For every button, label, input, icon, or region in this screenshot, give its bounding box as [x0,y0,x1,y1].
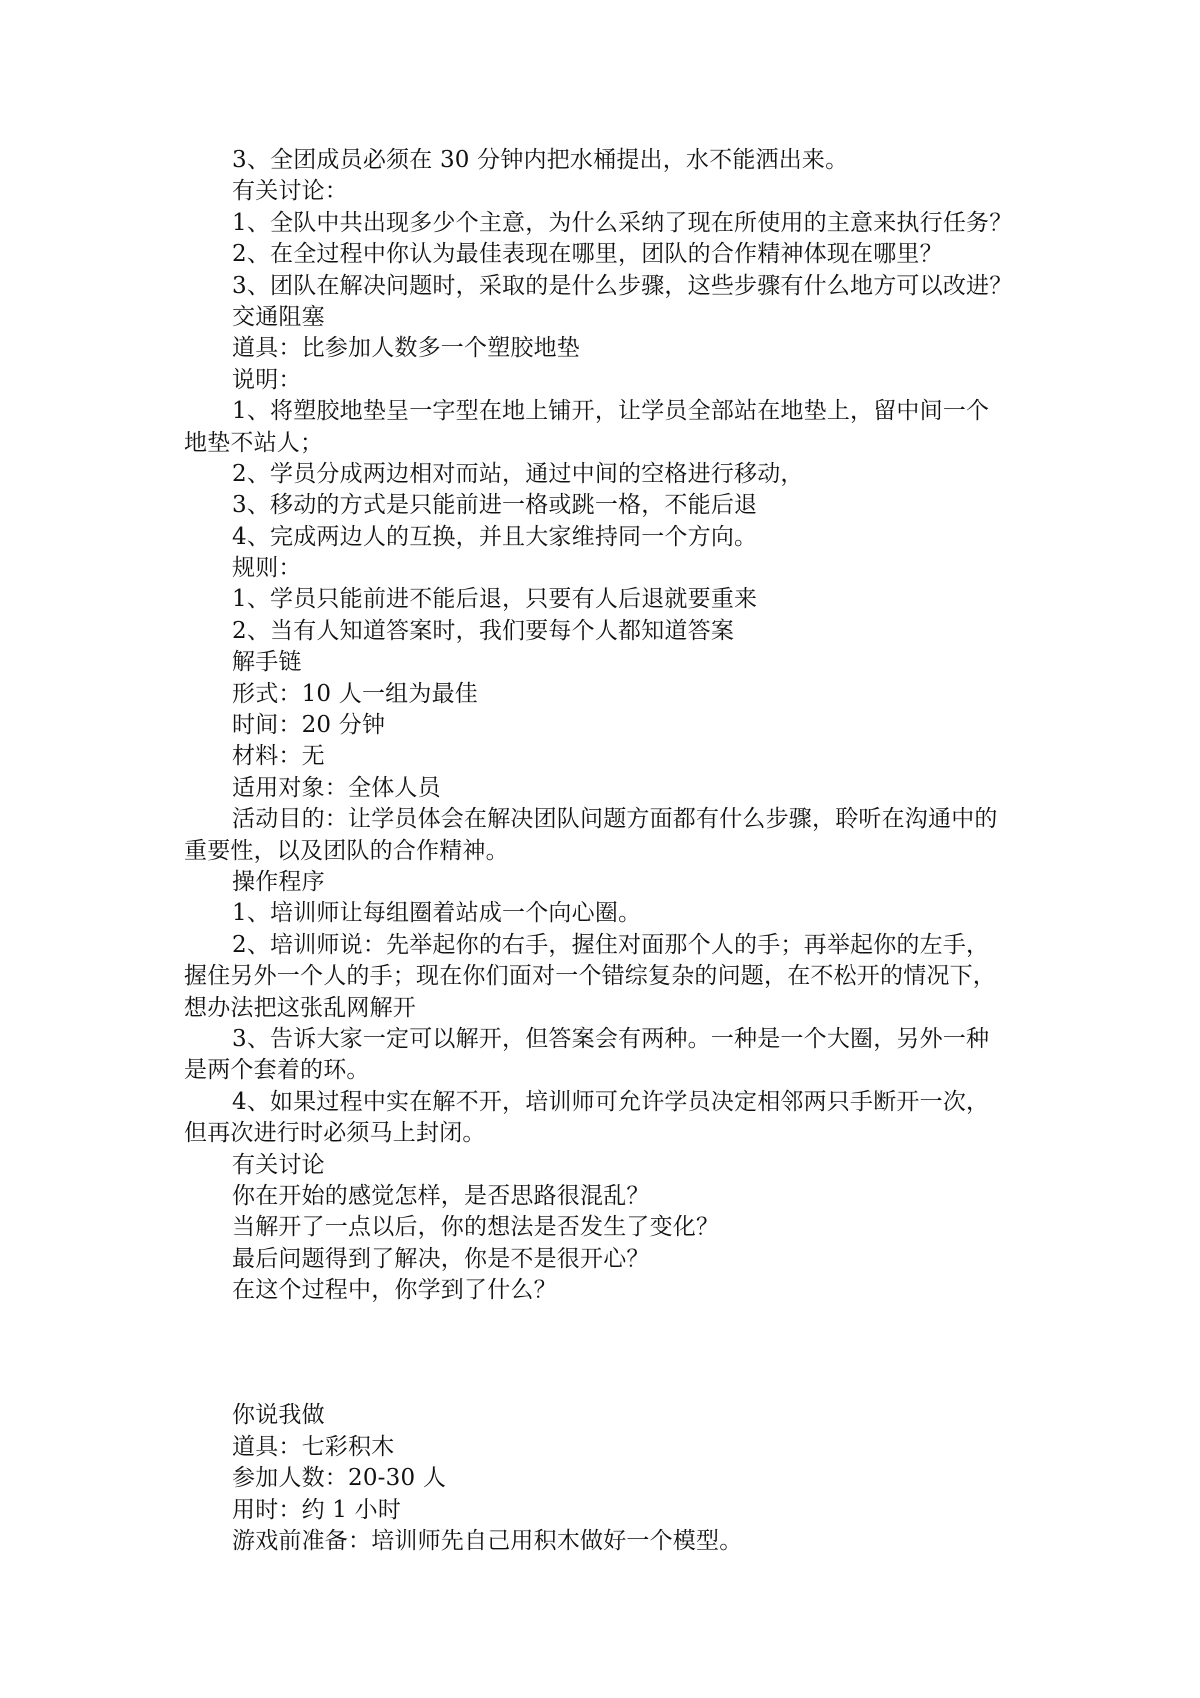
section-heading: 有关讨论 [232,1151,325,1178]
text-line: 1、培训师让每组圈着站成一个向心圈。 [232,900,642,927]
text-line: 参加人数：20-30 人 [232,1465,447,1492]
document-body [184,145,1034,1557]
text-line: 当解开了一点以后，你的想法是否发生了变化？ [232,1214,720,1241]
text-line: 3、移动的方式是只能前进一格或跳一格，不能后退 [232,492,758,519]
text-line: 3、告诉大家一定可以解开，但答案会有两种。一种是一个大圈，另外一种 [232,1025,990,1052]
section-heading: 你说我做 [232,1402,325,1429]
text-line: 最后问题得到了解决，你是不是很开心？ [232,1245,650,1272]
text-line: 1、全队中共出现多少个主意，为什么采纳了现在所使用的主意来执行任务？ [232,209,1013,236]
text-line: 3、团队在解决问题时，采取的是什么步骤，这些步骤有什么地方可以改进？ [232,272,1013,299]
text-line: 你在开始的感觉怎样，是否思路很混乱？ [232,1182,650,1209]
text-line: 2、当有人知道答案时，我们要每个人都知道答案 [232,617,735,644]
text-line: 1、将塑胶地垫呈一字型在地上铺开，让学员全部站在地垫上，留中间一个 [232,398,990,425]
blank-gap [184,1306,1034,1400]
section-heading: 说明： [232,366,302,393]
text-line: 时间：20 分钟 [232,712,386,739]
text-line: 适用对象：全体人员 [232,774,441,801]
text-line: 2、在全过程中你认为最佳表现在哪里，团队的合作精神体现在哪里？ [232,241,943,268]
text-line: 4、完成两边人的互换，并且大家维持同一个方向。 [232,523,758,550]
text-line: 地垫不站人； [184,429,324,456]
text-line: 形式：10 人一组为最佳 [232,680,478,707]
text-line: 材料：无 [232,743,325,770]
text-line: 2、培训师说：先举起你的右手，握住对面那个人的手；再举起你的左手， [232,931,990,958]
text-line: 游戏前准备：培训师先自己用积木做好一个模型。 [232,1528,743,1555]
text-line: 道具：比参加人数多一个塑胶地垫 [232,335,580,362]
section-heading: 解手链 [232,649,302,676]
text-line: 3、全团成员必须在 30 分钟内把水桶提出，水不能洒出来。 [232,147,849,173]
text-line: 想办法把这张乱网解开 [184,994,416,1021]
section-heading: 规则： [232,555,302,582]
section-heading: 有关讨论： [232,178,348,205]
text-line: 道具：七彩积木 [232,1433,395,1460]
text-line: 活动目的：让学员体会在解决团队问题方面都有什么步骤，聆听在沟通中的 [232,806,998,833]
text-line: 但再次进行时必须马上封闭。 [184,1120,486,1147]
text-line: 重要性，以及团队的合作精神。 [184,837,509,864]
text-line: 2、学员分成两边相对而站，通过中间的空格进行移动， [232,460,804,487]
text-line: 在这个过程中，你学到了什么？ [232,1277,557,1304]
section-heading: 交通阻塞 [232,303,325,330]
section-heading: 操作程序 [232,868,325,895]
text-line: 4、如果过程中实在解不开，培训师可允许学员决定相邻两只手断开一次， [232,1088,990,1115]
text-line: 握住另外一个人的手；现在你们面对一个错综复杂的问题，在不松开的情况下， [184,963,996,990]
text-line: 1、学员只能前进不能后退，只要有人后退就要重来 [232,586,758,613]
text-line: 是两个套着的环。 [184,1057,370,1084]
text-line: 用时：约 1 小时 [232,1496,402,1523]
